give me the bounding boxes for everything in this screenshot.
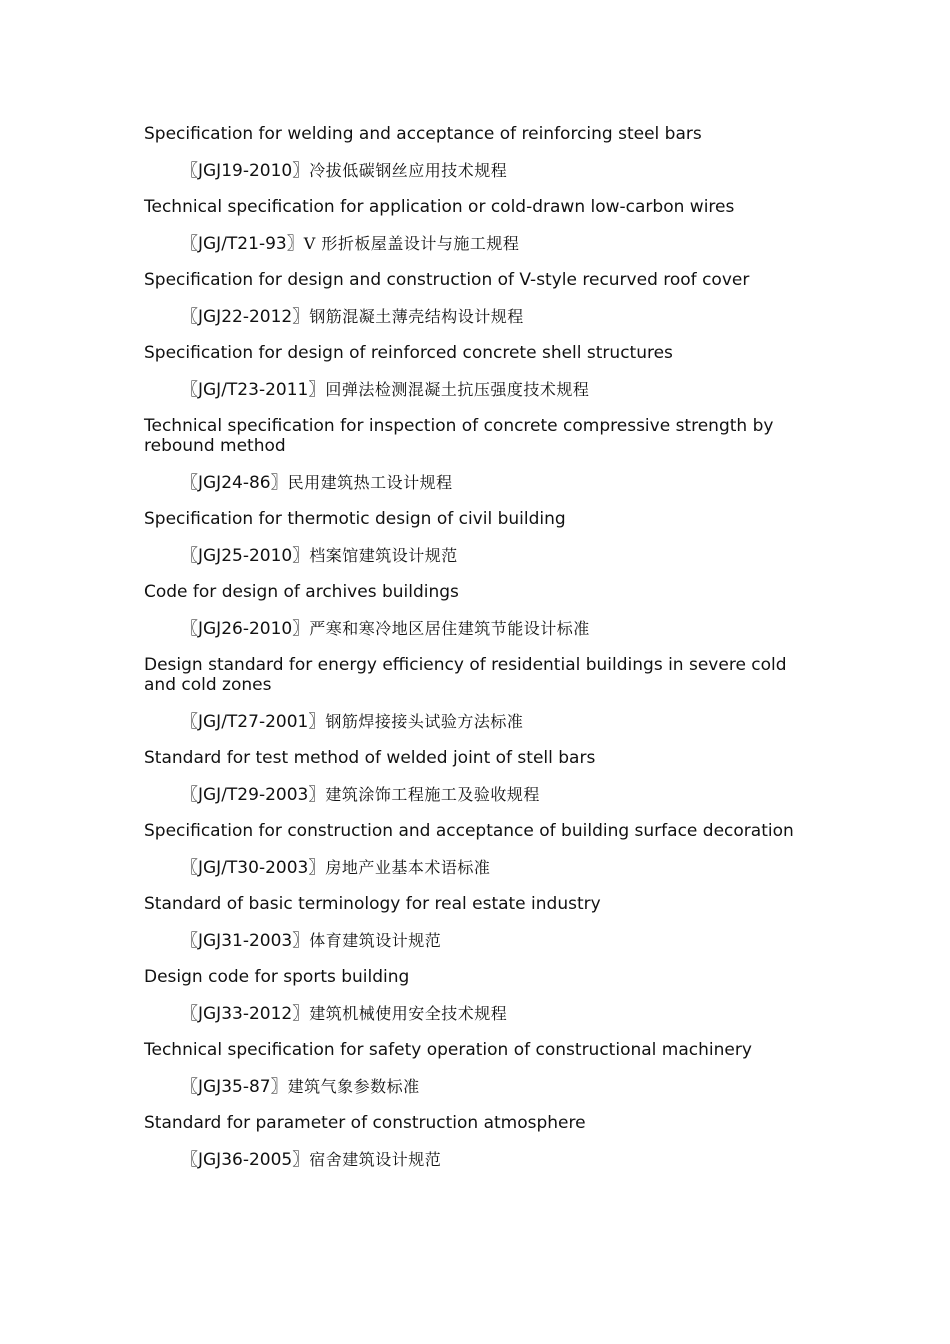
chinese-title: 回弹法检测混凝土抗压强度技术规程 [325, 380, 590, 399]
standard-code: 〖JGJ/T23-2011〗 [181, 380, 326, 400]
chinese-line [144, 930, 809, 952]
standard-code: 〖JGJ24-86〗 [181, 473, 288, 493]
chinese-title: 体育建筑设计规范 [309, 931, 442, 950]
chinese-title: 建筑机械使用安全技术规程 [309, 1004, 508, 1023]
standard-code: 〖JGJ/T30-2003〗 [181, 858, 326, 878]
list-item [144, 379, 809, 456]
chinese-line [144, 160, 809, 182]
chinese-line [144, 711, 809, 733]
chinese-title: 冷拔低碳钢丝应用技术规程 [309, 161, 508, 180]
chinese-line [144, 784, 809, 806]
list-item [144, 711, 809, 768]
english-title: Design standard for energy efficiency of residential buildings in severe cold and cold zones [144, 655, 787, 695]
standard-code: 〖JGJ/T21-93〗 [181, 234, 304, 254]
english-title: Design code for sports building [144, 967, 410, 987]
chinese-line [144, 618, 809, 640]
english-title: Specification for thermotic design of civil building [144, 509, 566, 529]
chinese-title: 钢筋混凝土薄壳结构设计规程 [309, 307, 524, 326]
english-title: Technical specification for safety operation of constructional machinery [144, 1040, 752, 1060]
standard-code: 〖JGJ31-2003〗 [181, 931, 310, 951]
chinese-line [144, 1076, 809, 1098]
standard-code: 〖JGJ/T27-2001〗 [181, 712, 326, 732]
chinese-title: 民用建筑热工设计规程 [287, 473, 453, 492]
chinese-title: 建筑气象参数标准 [287, 1077, 420, 1096]
english-title: Standard of basic terminology for real estate industry [144, 894, 601, 914]
chinese-title: V 形折板屋盖设计与施工规程 [303, 234, 520, 253]
list-item [144, 1149, 809, 1171]
chinese-line [144, 306, 809, 328]
chinese-line [144, 472, 809, 494]
chinese-title: 宿舍建筑设计规范 [309, 1150, 442, 1169]
standard-code: 〖JGJ22-2012〗 [181, 307, 310, 327]
list-item [144, 930, 809, 987]
chinese-line [144, 379, 809, 401]
standards-list [144, 124, 809, 1186]
standard-code: 〖JGJ25-2010〗 [181, 546, 310, 566]
list-item [144, 545, 809, 602]
list-item [144, 1076, 809, 1133]
chinese-line [144, 545, 809, 567]
chinese-title: 严寒和寒冷地区居住建筑节能设计标准 [309, 619, 590, 638]
chinese-line [144, 233, 809, 255]
standard-code: 〖JGJ33-2012〗 [181, 1004, 310, 1024]
standard-code: 〖JGJ26-2010〗 [181, 619, 310, 639]
list-item [144, 472, 809, 529]
list-item [144, 233, 809, 290]
list-item [144, 1003, 809, 1060]
english-title: Standard for test method of welded joint of stell bars [144, 748, 596, 768]
list-item [144, 784, 809, 841]
standard-code: 〖JGJ19-2010〗 [181, 161, 310, 181]
english-title: Technical specification for application or cold-drawn low-carbon wires [144, 197, 735, 217]
standard-code: 〖JGJ35-87〗 [181, 1077, 288, 1097]
standard-code: 〖JGJ36-2005〗 [181, 1150, 310, 1170]
english-title: Specification for construction and acceptance of building surface decoration [144, 821, 794, 841]
english-title: Technical specification for inspection of concrete compressive strength by rebound method [144, 416, 774, 456]
list-item [144, 160, 809, 217]
english-title: Specification for design of reinforced concrete shell structures [144, 343, 673, 363]
english-title: Specification for design and construction of V-style recurved roof cover [144, 270, 750, 290]
english-title: Specification for welding and acceptance of reinforcing steel bars [144, 124, 702, 144]
english-title: Standard for parameter of construction atmosphere [144, 1113, 586, 1133]
list-item [144, 857, 809, 914]
chinese-line [144, 1003, 809, 1025]
chinese-title: 房地产业基本术语标准 [325, 858, 491, 877]
chinese-line [144, 857, 809, 879]
english-title: Code for design of archives buildings [144, 582, 459, 602]
chinese-title: 建筑涂饰工程施工及验收规程 [325, 785, 540, 804]
standard-code: 〖JGJ/T29-2003〗 [181, 785, 326, 805]
list-item [144, 306, 809, 363]
chinese-title: 钢筋焊接接头试验方法标准 [325, 712, 524, 731]
list-item [144, 618, 809, 695]
chinese-title: 档案馆建筑设计规范 [309, 546, 458, 565]
chinese-line [144, 1149, 809, 1171]
